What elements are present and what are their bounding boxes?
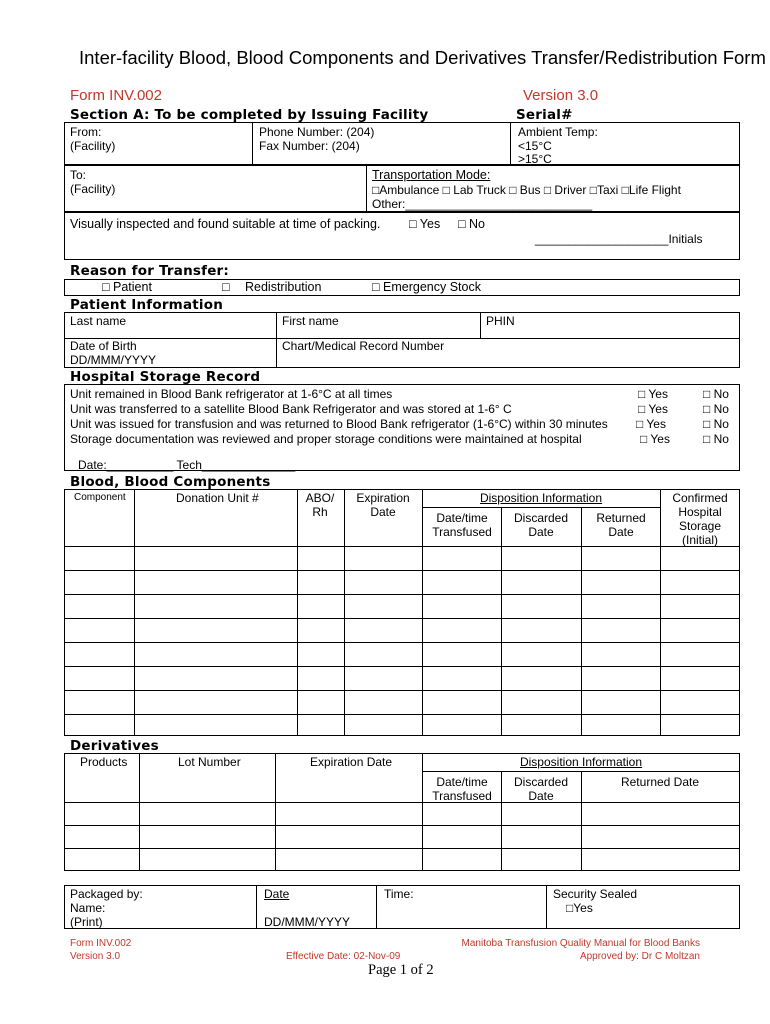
table-row-divider (64, 594, 740, 595)
to-sub: (Facility) (70, 182, 116, 196)
storage-row-yes[interactable]: □ Yes (640, 432, 670, 446)
packaged-by-label: Packaged by: (70, 887, 143, 901)
storage-row-no[interactable]: □ No (703, 402, 729, 416)
section-a-heading: Section A: To be completed by Issuing Facility (70, 107, 429, 123)
form-id: Form INV.002 (70, 87, 162, 104)
table-row-divider (64, 714, 740, 715)
last-name-field[interactable]: Last name (70, 314, 127, 328)
packaged-date-label: Date (264, 887, 290, 901)
packaged-time-field[interactable]: Time: (384, 887, 414, 901)
ambient-temp-label: Ambient Temp: (518, 125, 598, 139)
from-label: From: (70, 125, 102, 139)
patient-info-heading: Patient Information (70, 297, 224, 313)
footer-effective-date: Effective Date: 02-Nov-09 (286, 951, 401, 962)
table-row-divider (64, 570, 740, 571)
derivatives-heading: Derivatives (70, 738, 159, 754)
transport-options[interactable]: □Ambulance □ Lab Truck □ Bus □ Driver □Taxi □Life Flight (372, 183, 681, 197)
col-discarded: Discarded Date (513, 511, 569, 539)
table-row-divider (64, 690, 740, 691)
from-sub: (Facility) (70, 139, 116, 153)
table-row-divider (64, 618, 740, 619)
footer-form-id: Form INV.002 (70, 938, 132, 949)
storage-row-text: Unit was issued for transfusion and was returned to Blood Bank refrigerator (1-6°C) within 30 minutes (70, 417, 608, 431)
packaged-date-field[interactable]: DD/MMM/YYYY (264, 915, 351, 929)
table-row-divider (64, 666, 740, 667)
storage-row-text: Unit remained in Blood Bank refrigerator at 1-6°C at all times (70, 387, 393, 401)
first-name-field[interactable]: First name (282, 314, 339, 328)
col-transfused: Date/time Transfused (432, 511, 492, 539)
fax-number: Fax Number: (204) (259, 139, 360, 153)
footer-manual: Manitoba Transfusion Quality Manual for Blood Banks (461, 938, 700, 949)
components-heading: Blood, Blood Components (70, 474, 271, 490)
storage-row-no[interactable]: □ No (703, 417, 729, 431)
storage-row-text: Unit was transferred to a satellite Blood Bank Refrigerator and was stored at 1-6° C (70, 402, 512, 416)
reason-patient[interactable]: □ Patient (102, 280, 152, 294)
storage-date-tech[interactable]: Date:__________ Tech______________ (78, 458, 296, 472)
col-deriv-disposition: Disposition Information (519, 755, 643, 769)
col-deriv-expiration: Expiration Date (310, 755, 393, 769)
initials-field[interactable]: ____________________Initials (535, 232, 703, 246)
chart-number-field[interactable]: Chart/Medical Record Number (282, 339, 445, 353)
footer-version: Version 3.0 (70, 951, 121, 962)
storage-row-yes[interactable]: □ Yes (636, 417, 666, 431)
storage-row-no[interactable]: □ No (703, 432, 729, 446)
reason-heading: Reason for Transfer: (70, 263, 230, 279)
inspection-no[interactable]: □ No (458, 217, 486, 231)
packaged-print-label: (Print) (70, 915, 103, 929)
col-lot-number: Lot Number (178, 755, 241, 769)
col-returned: Returned Date (596, 511, 646, 539)
form-title: Inter-facility Blood, Blood Components and Derivatives Transfer/Redistribution Form (79, 47, 766, 68)
col-disposition: Disposition Information (479, 491, 603, 505)
inspection-text: Visually inspected and found suitable at time of packing. (70, 217, 381, 231)
serial-label: Serial# (516, 107, 573, 123)
col-component: Component (74, 492, 126, 503)
phin-field[interactable]: PHIN (486, 314, 515, 328)
transport-other[interactable]: Other:____________________________ (372, 197, 593, 211)
temp-low-option[interactable]: <15°C (518, 139, 552, 153)
storage-row-yes[interactable]: □ Yes (638, 387, 668, 401)
footer-approved: Approved by: Dr C Moltzan (579, 951, 700, 962)
page-number: Page 1 of 2 (368, 962, 434, 978)
col-deriv-transfused: Date/time Transfused (432, 775, 492, 803)
storage-row-no[interactable]: □ No (703, 387, 729, 401)
version-label: Version 3.0 (523, 87, 599, 104)
packaged-name-field[interactable]: Name: (70, 901, 106, 915)
col-donation-unit: Donation Unit # (176, 491, 259, 505)
col-deriv-discarded: Discarded Date (513, 775, 569, 803)
transport-mode-label: Transportation Mode: (372, 168, 491, 182)
reason-redistribution: Redistribution (245, 280, 322, 294)
phone-number: Phone Number: (204) (259, 125, 375, 139)
table-row-divider (64, 642, 740, 643)
storage-row-yes[interactable]: □ Yes (638, 402, 668, 416)
col-abo-rh: ABO/ Rh (305, 491, 335, 519)
dob-format[interactable]: DD/MMM/YYYY (70, 353, 157, 367)
security-sealed-yes[interactable]: □Yes (566, 901, 593, 915)
dob-label: Date of Birth (70, 339, 137, 353)
from-box (64, 122, 740, 165)
storage-row-text: Storage documentation was reviewed and proper storage conditions were maintained at hospital (70, 432, 582, 446)
temp-high-option[interactable]: >15°C (518, 152, 552, 166)
col-products: Products (80, 755, 128, 769)
col-expiration: Expiration Date (356, 491, 410, 519)
col-confirmed-storage: Confirmed Hospital Storage (Initial) (672, 491, 728, 547)
to-label: To: (70, 168, 87, 182)
reason-redistribution-checkbox[interactable]: □ (222, 280, 230, 294)
reason-emergency[interactable]: □ Emergency Stock (372, 280, 481, 294)
security-sealed-label: Security Sealed (553, 887, 638, 901)
inspection-yes[interactable]: □ Yes (409, 217, 441, 231)
col-deriv-returned: Returned Date (620, 775, 700, 789)
storage-heading: Hospital Storage Record (70, 369, 261, 385)
